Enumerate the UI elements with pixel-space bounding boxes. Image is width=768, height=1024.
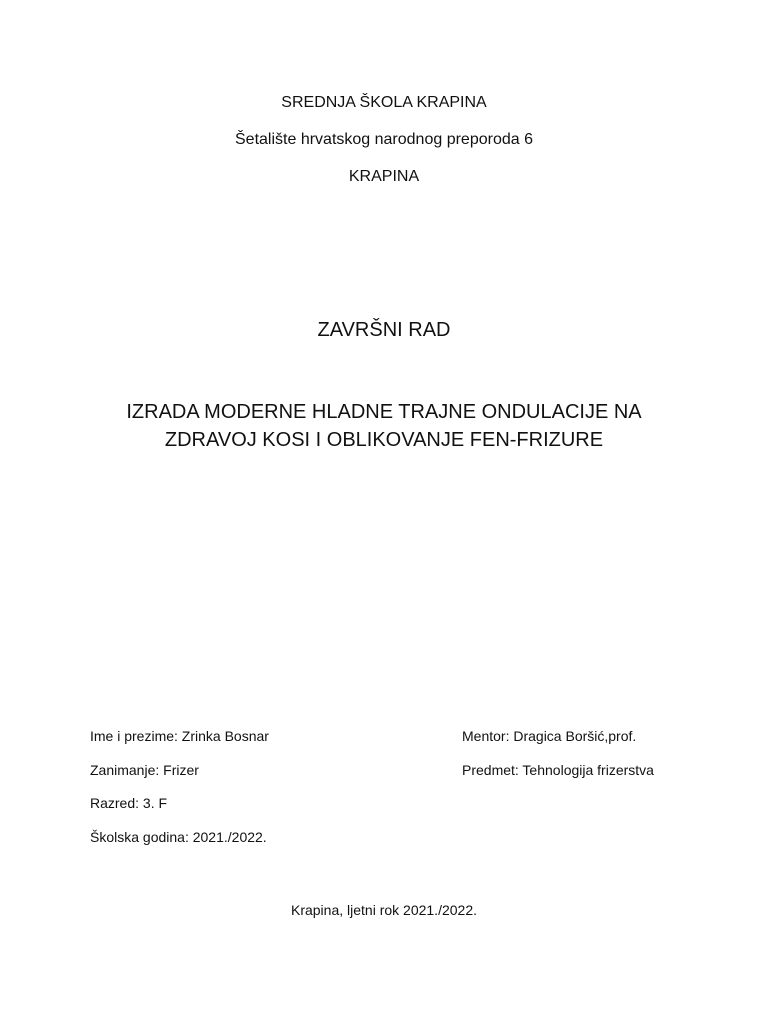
document-type: ZAVRŠNI RAD [317,319,451,341]
document-title [0,398,768,454]
document-title-line-1: IZRADA MODERNE HLADNE TRAJNE ONDULACIJE NA [126,401,642,423]
subject: Predmet: Tehnologija frizerstva [462,762,654,778]
school-city: KRAPINA [348,168,420,185]
mentor: Mentor: Dragica Boršić,prof. [462,728,637,744]
school-name: SREDNJA ŠKOLA KRAPINA [281,94,487,111]
document-title-line-2: ZDRAVOJ KOSI I OBLIKOVANJE FEN-FRIZURE [164,429,604,451]
place-and-date: Krapina, ljetni rok 2021./2022. [290,902,477,918]
student-occupation: Zanimanje: Frizer [90,762,199,778]
school-year: Školska godina: 2021./2022. [90,829,267,845]
school-address: Šetalište hrvatskog narodnog preporoda 6 [235,131,533,148]
student-name: Ime i prezime: Zrinka Bosnar [90,728,269,744]
student-class: Razred: 3. F [90,795,168,811]
